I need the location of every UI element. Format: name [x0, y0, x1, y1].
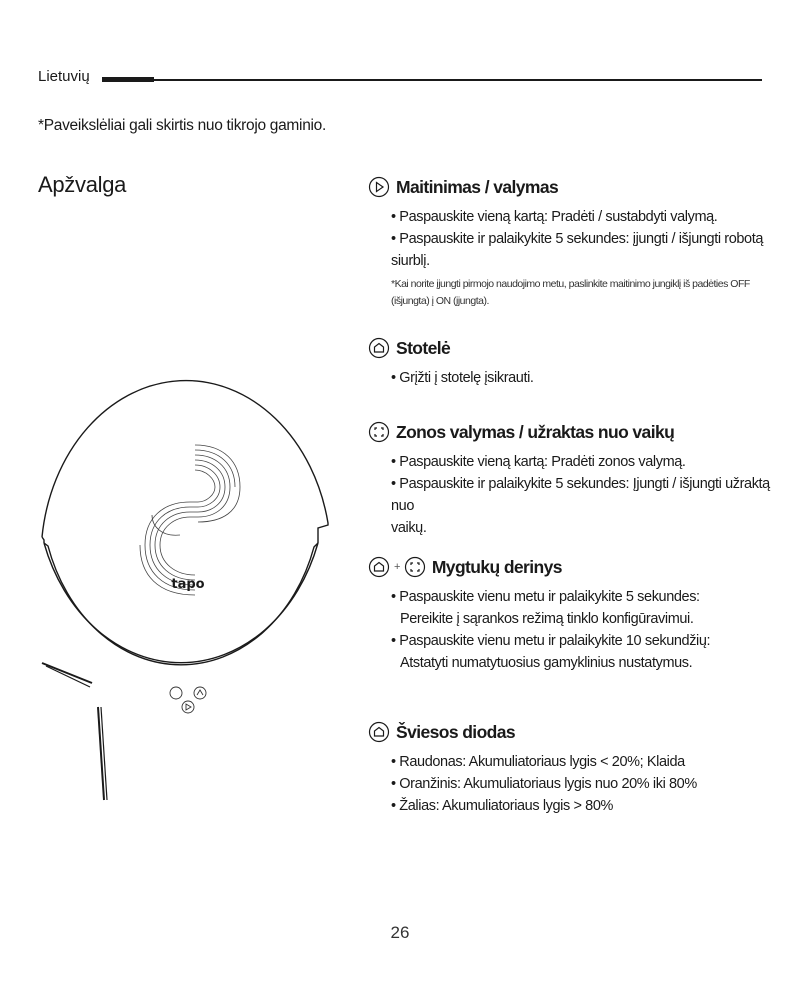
combo-bullet-1-cont: Pereikite į sąrankos režimą tinklo konfigūravimui. — [400, 611, 694, 627]
power-note-2: (išjungta) į ON (įjungta). — [391, 295, 489, 307]
section-power-title: Maitinimas / valymas — [396, 176, 559, 197]
section-zone-title: Zonos valymas / užraktas nuo vaikų — [396, 421, 675, 442]
header-rule — [102, 79, 762, 81]
robot-vacuum-illustration — [30, 275, 350, 815]
home-icon — [368, 337, 390, 359]
led-bullet-orange: • Oranžinis: Akumuliatoriaus lygis nuo 20% iki 80% — [391, 776, 697, 792]
page-number: 26 — [390, 923, 410, 942]
overview-title: Apžvalga — [38, 172, 127, 197]
home-icon — [368, 721, 390, 743]
section-combo — [368, 556, 778, 674]
section-combo-title: Mygtukų derinys — [431, 556, 562, 577]
section-dock — [368, 337, 778, 389]
header-rule-accent — [102, 77, 154, 82]
disclaimer-text: *Paveikslėliai gali skirtis nuo tikrojo gaminio. — [38, 117, 326, 134]
power-bullet-1: • Paspauskite vieną kartą: Pradėti / sustabdyti valymą. — [391, 209, 718, 225]
section-dock-title: Stotelė — [396, 337, 451, 358]
combo-bullet-1: • Paspauskite vienu metu ir palaikykite 5 sekundes: — [391, 589, 700, 605]
zone-icon — [404, 556, 426, 578]
combo-bullet-2-cont: Atstatyti numatytuosius gamyklinius nustatymus. — [400, 655, 693, 671]
home-icon — [368, 556, 390, 578]
zone-bullet-1: • Paspauskite vieną kartą: Pradėti zonos valymą. — [391, 454, 686, 470]
zone-bullet-2: • Paspauskite ir palaikykite 5 sekundes: Įjungti / išjungti užraktą nuo — [391, 476, 770, 514]
section-led — [368, 721, 778, 817]
power-bullet-2: • Paspauskite ir palaikykite 5 sekundes: įjungti / išjungti robotą siurblį. — [391, 231, 764, 269]
combo-bullet-2: • Paspauskite vienu metu ir palaikykite 10 sekundžių: — [391, 633, 711, 649]
led-bullet-red: • Raudonas: Akumuliatoriaus lygis < 20%; Klaida — [391, 754, 685, 770]
led-bullet-green: • Žalias: Akumuliatoriaus lygis > 80% — [391, 798, 613, 814]
section-power — [368, 176, 778, 310]
tapo-logo: tapo — [171, 577, 205, 592]
play-icon — [368, 176, 390, 198]
language-label: Lietuvių — [38, 68, 90, 85]
zone-bullet-2-cont: vaikų. — [391, 520, 427, 536]
zone-icon — [368, 421, 390, 443]
plus-sign: + — [394, 561, 400, 573]
section-led-title: Šviesos diodas — [396, 721, 516, 742]
section-zone — [368, 421, 778, 539]
power-note-1: *Kai norite įjungti pirmojo naudojimo metu, paslinkite maitinimo jungiklį iš padėties OFF — [391, 278, 750, 290]
dock-bullet-1: • Grįžti į stotelę įsikrauti. — [391, 370, 534, 386]
